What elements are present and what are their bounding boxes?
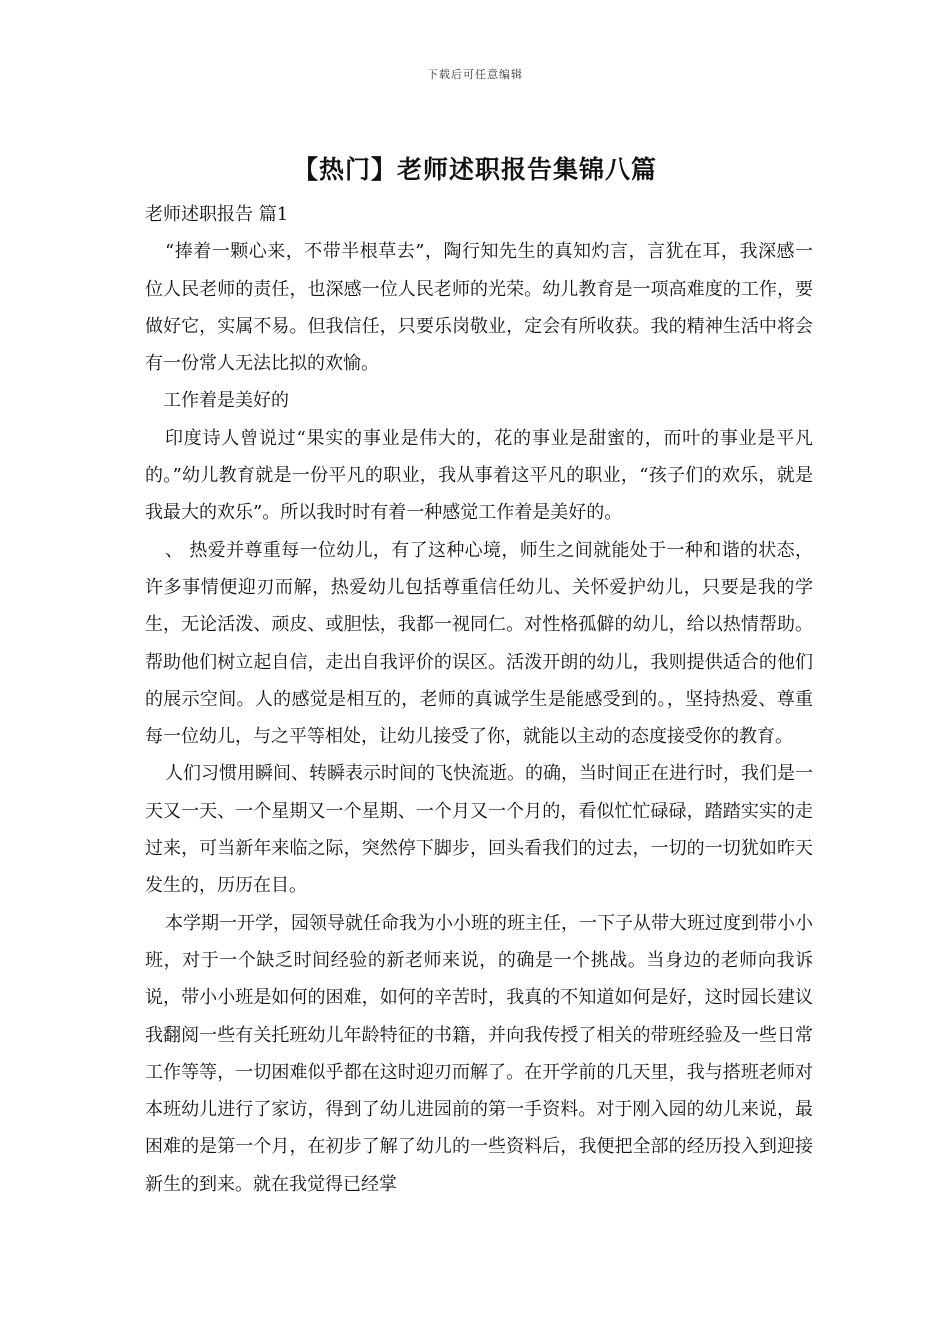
paragraph-3: 印度诗人曾说过“果实的事业是伟大的，花的事业是甜蜜的，而叶的事业是平凡的。”幼儿教育就是一份平凡的职业，我从事着这平凡的职业，“孩子们的欢乐，就是我最大的欢乐”。所以我时时有着一种感觉工作着是美好的。 <box>145 427 813 524</box>
paragraph-5: 人们习惯用瞬间、转瞬表示时间的飞快流逝。的确，当时间正在进行时，我们是一天又一天、一个星期又一个星期、一个月又一个月的，看似忙忙碌碌，踏踏实实的走过来，可当新年来临之际，突然停下脚步，回头看我们的过去，一切的一切犹如昨天发生的，历历在目。 <box>145 763 813 897</box>
section-heading: 老师述职报告 篇1 <box>145 204 289 225</box>
paragraph-4: 、 热爱并尊重每一位幼儿，有了这种心境，师生之间就能处于一种和谐的状态，许多事情便迎刃而解，热爱幼儿包括尊重信任幼儿、关怀爱护幼儿，只要是我的学生，无论活泼、顽皮、或胆怯，我都一视同仁。对性格孤僻的幼儿，给以热情帮助。帮助他们树立起自信，走出自我评价的误区。活泼开朗的幼儿，我则提供适合的他们的展示空间。人的感觉是相互的，老师的真诚学生是能感受到的。，坚持热爱、尊重每一位幼儿，与之平等相处，让幼儿接受了你，就能以主动的态度接受你的教育。 <box>145 539 813 748</box>
paragraph-2: 工作着是美好的 <box>163 390 289 412</box>
document-body <box>145 196 813 1203</box>
header-note: 下载后可任意编辑 <box>427 68 523 81</box>
document-title: 【热门】老师述职报告集锦八篇 <box>292 155 657 184</box>
paragraph-6: 本学期一开学，园领导就任命我为小小班的班主任，一下子从带大班过度到带小小班，对于一个缺乏时间经验的新老师来说，的确是一个挑战。当身边的老师向我诉说，带小小班是如何的困难，如何的辛苦时，我真的不知道如何是好，这时园长建议我翻阅一些有关托班幼儿年龄特征的书籍，并向我传授了相关的带班经验及一些日常工作等等，一切困难似乎都在这时迎刃而解了。在开学前的几天里，我与搭班老师对本班幼儿进行了家访，得到了幼儿进园前的第一手资料。对于刚入园的幼儿来说，最困难的是第一个月，在初步了解了幼儿的一些资料后，我便把全部的经历投入到迎接新生的到来。就在我觉得已经掌 <box>145 912 813 1195</box>
paragraph-1: “捧着一颗心来，不带半根草去”，陶行知先生的真知灼言，言犹在耳，我深感一位人民老师的责任，也深感一位人民老师的光荣。幼儿教育是一项高难度的工作，要做好它，实属不易。但我信任，只要乐岗敬业，定会有所收获。我的精神生活中将会有一份常人无法比拟的欢愉。 <box>145 241 813 375</box>
